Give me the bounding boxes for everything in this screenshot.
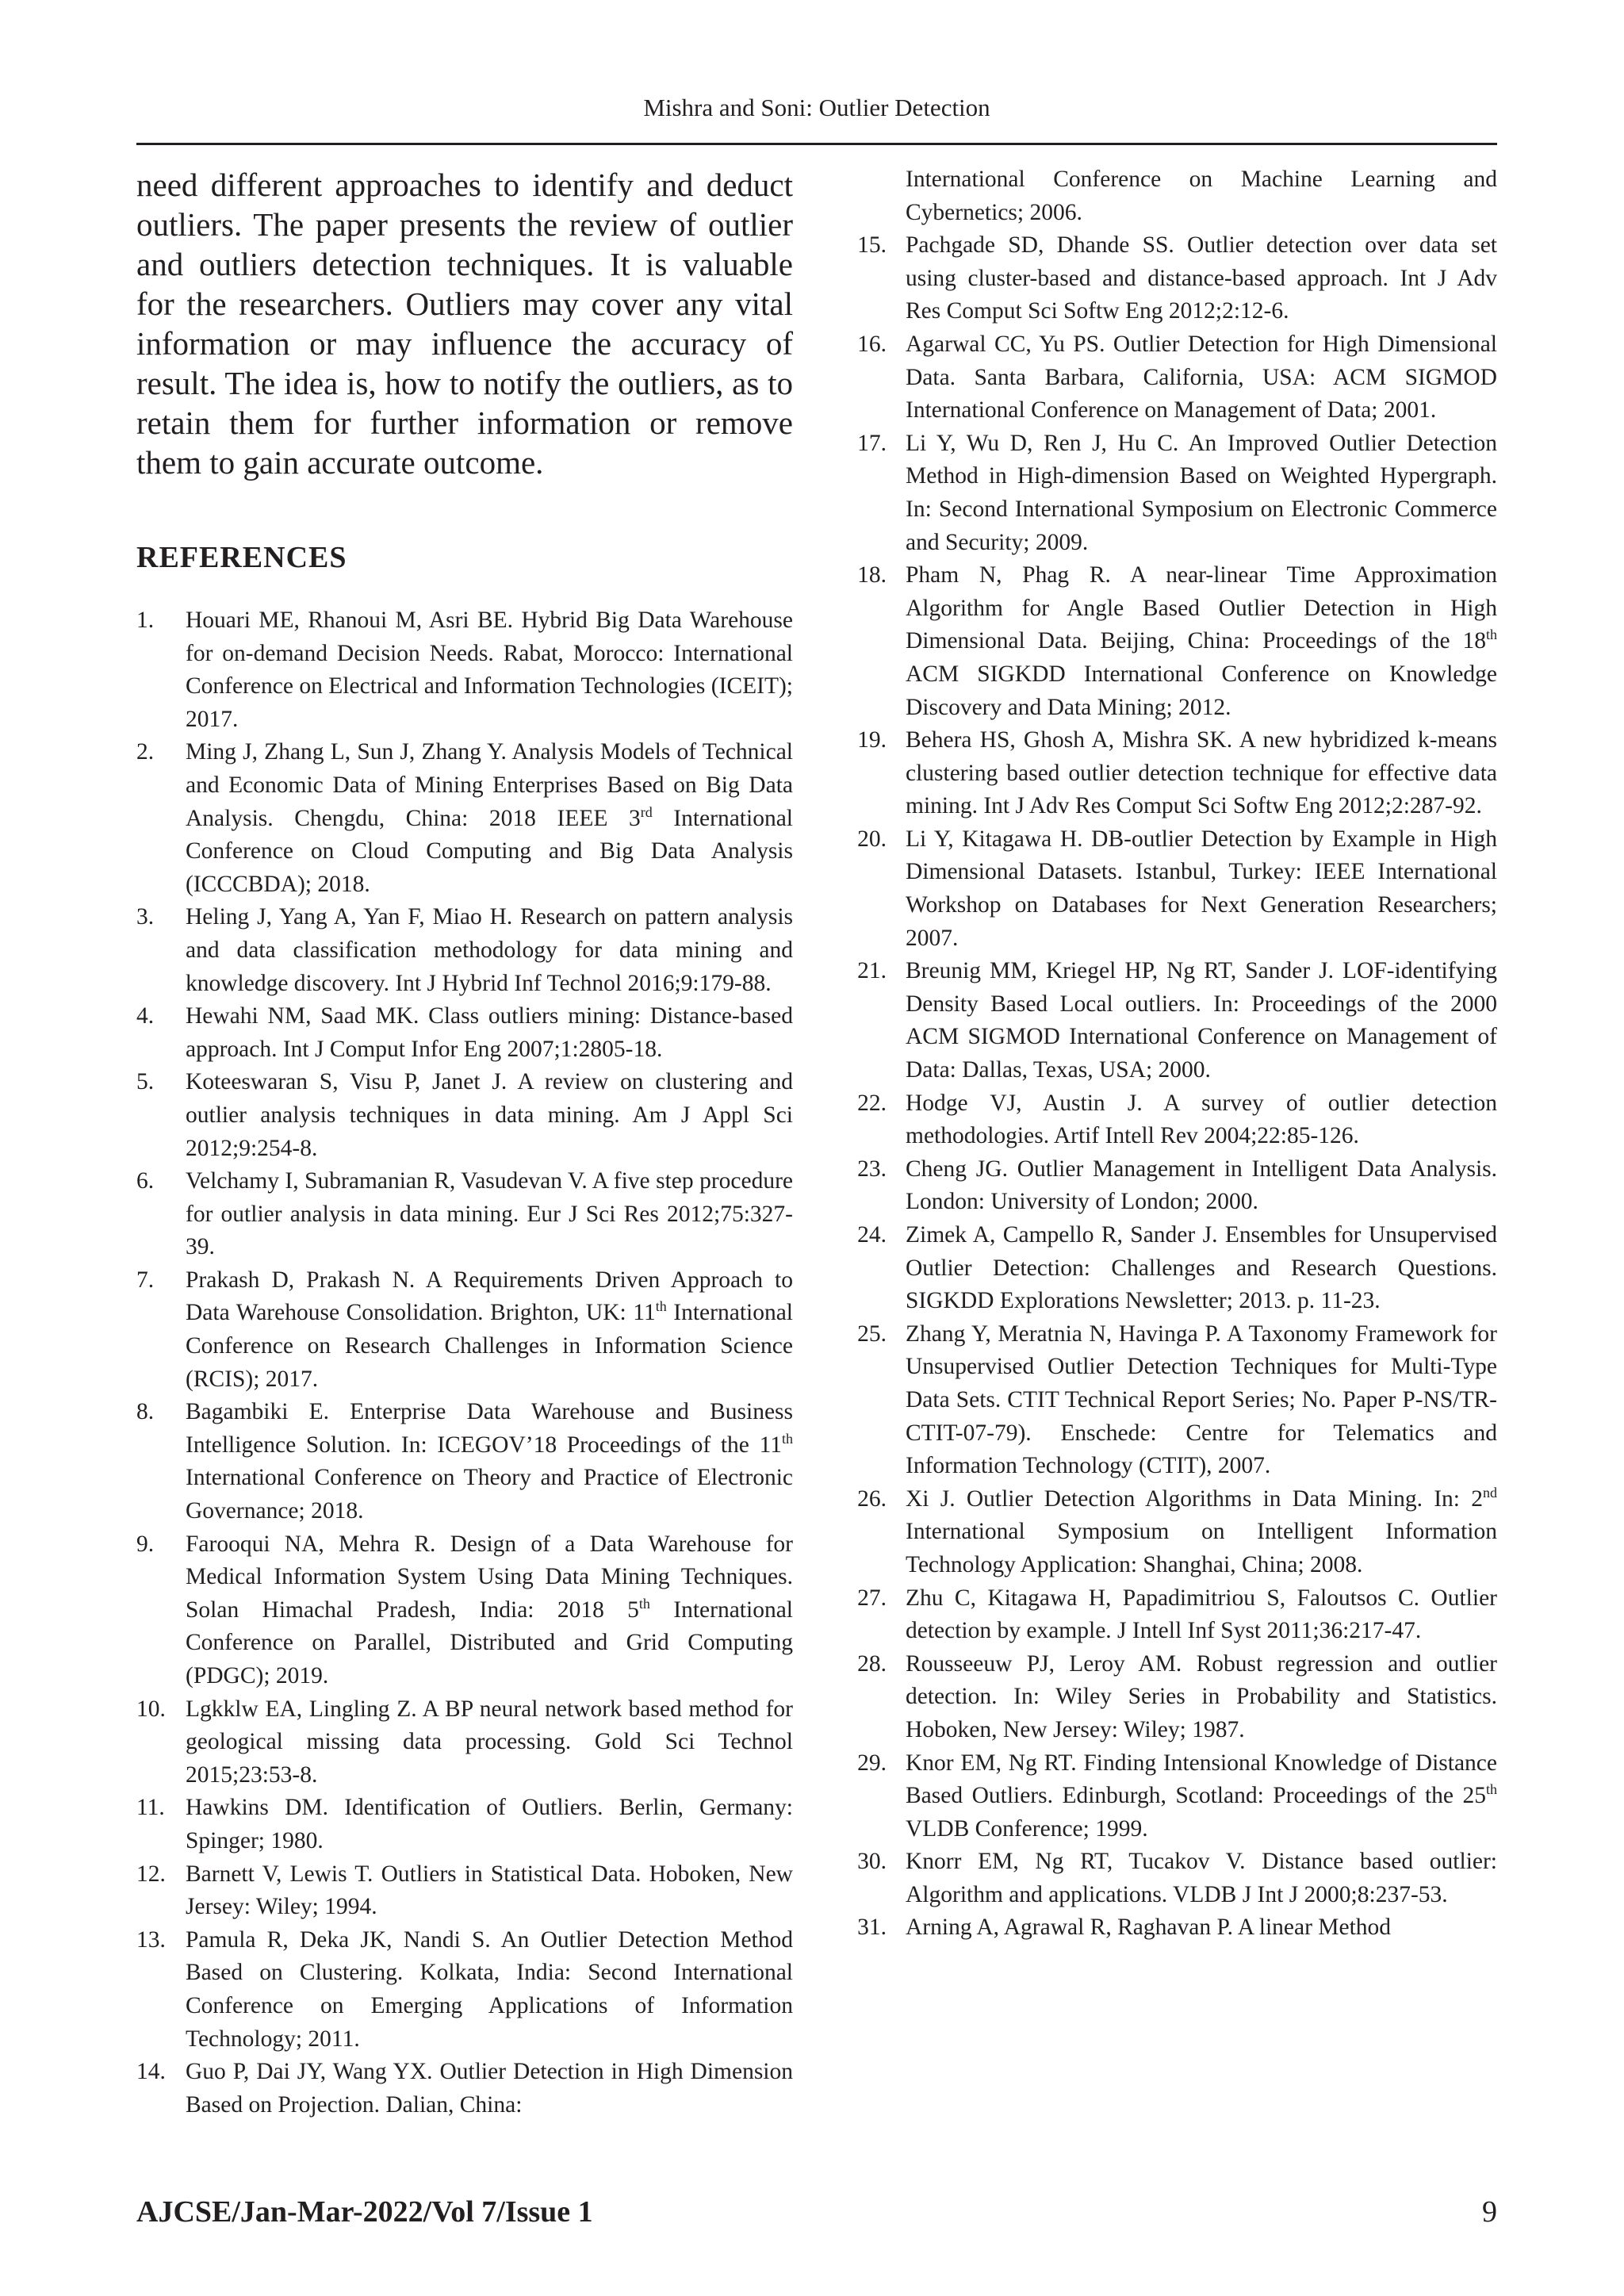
reference-number: 24. [857, 1222, 887, 1248]
reference-number: 6. [136, 1168, 155, 1194]
reference-number: 7. [136, 1267, 155, 1293]
reference-number: 25. [857, 1320, 887, 1347]
reference-item [136, 604, 793, 736]
reference-item [856, 1911, 1497, 1945]
reference-text: Velchamy I, Subramanian R, Vasudevan V. A five step procedure for outlier analysis in data mining. Eur J Sci Res 2012;75:327-39. [186, 1168, 793, 1260]
reference-text: Rousseeuw PJ, Leroy AM. Robust regression and outlier detection. In: Wiley Series in Probability and Statistics. Hoboken, New Jersey: Wiley; 1987. [906, 1650, 1497, 1742]
reference-number: 3. [136, 904, 155, 930]
reference-text [906, 1483, 1497, 1582]
reference-text: Zimek A, Campello R, Sander J. Ensembles for Unsupervised Outlier Detection: Challenges and Research Questions. SIGKDD Explorations Newsletter; 2013. p. 11-23. [906, 1222, 1497, 1314]
reference-item [136, 2056, 793, 2122]
reference-text: Pamula R, Deka JK, Nandi S. An Outlier Detection Method Based on Clustering. Kolkata, India: Second International Conference on Emerging Applications of Information Technology; 2011. [186, 1926, 793, 2052]
reference-text: Arning A, Agrawal R, Raghavan P. A linear Method [906, 1915, 1392, 1941]
reference-item [856, 1219, 1497, 1318]
reference-number: 30. [857, 1849, 887, 1875]
ordinal-superscript: rd [640, 803, 653, 820]
reference-number: 17. [857, 430, 887, 456]
reference-number: 15. [857, 232, 887, 259]
reference-number: 16. [857, 331, 887, 357]
reference-text: Li Y, Wu D, Ren J, Hu C. An Improved Outlier Detection Method in High-dimension Based on Weighted Hypergraph. In: Second International Symposium on Electronic Commerce and Security; 2009. [906, 430, 1497, 555]
reference-text: Agarwal CC, Yu PS. Outlier Detection for High Dimensional Data. Santa Barbara, California, USA: ACM SIGMOD International Conference on Management of Data; 2001. [906, 331, 1497, 424]
reference-text: Heling J, Yang A, Yan F, Miao H. Research on pattern analysis and data classification methodology for data mining and knowledge discovery. Int J Hybrid Inf Technol 2016;9:179-88. [186, 904, 793, 996]
reference-text: Houari ME, Rhanoui M, Asri BE. Hybrid Big Data Warehouse for on-demand Decision Needs. Rabat, Morocco: International Conference on Electrical and Information Technologies (ICEIT); 2017. [186, 608, 793, 732]
left-column [136, 165, 793, 2122]
reference-text-part: International Conference on Theory and Practice of Electronic Governance; 2018. [186, 1465, 793, 1524]
reference-text-part: Prakash D, Prakash N. A Requirements Driven Approach to Data Warehouse Consolidation. Brighton, UK: 11 [186, 1267, 793, 1326]
reference-item [856, 1846, 1497, 1911]
reference-number: 10. [136, 1696, 166, 1722]
reference-text: Zhu C, Kitagawa H, Papadimitriou S, Faloutsos C. Outlier detection by example. J Intell Inf Syst 2011;36:217-47. [906, 1585, 1497, 1644]
reference-item [856, 823, 1497, 955]
reference-text-part: Bagambiki E. Enterprise Data Warehouse and Business Intelligence Solution. In: ICEGOV’18 Proceedings of the 11 [186, 1399, 793, 1458]
reference-text: Zhang Y, Meratnia N, Havinga P. A Taxonomy Framework for Unsupervised Outlier Detection Techniques for Multi-Type Data Sets. CTIT Technical Report Series; No. Paper P-NS/TR-CTIT-07-79). Enschede: Centre for Telematics and Information Technology (CTIT), 2007. [906, 1320, 1497, 1479]
reference-text [906, 1747, 1497, 1846]
reference-number: 2. [136, 739, 155, 765]
reference-item [136, 736, 793, 901]
reference-text: Lgkklw EA, Lingling Z. A BP neural network based method for geological missing data processing. Gold Sci Technol 2015;23:53-8. [186, 1696, 793, 1788]
references-heading: REFERENCES [136, 541, 347, 574]
reference-item [856, 229, 1497, 328]
reference-item-continuation [856, 163, 1497, 229]
reference-text: Barnett V, Lewis T. Outliers in Statistical Data. Hoboken, New Jersey: Wiley; 1994. [186, 1861, 793, 1920]
reference-item [856, 1582, 1497, 1648]
reference-item [136, 1693, 793, 1792]
reference-text: Behera HS, Ghosh A, Mishra SK. A new hybridized k-means clustering based outlier detection technique for effective data mining. Int J Adv Res Comput Sci Softw Eng 2012;2:287-92. [906, 727, 1497, 819]
reference-number: 4. [136, 1003, 155, 1029]
reference-text: International Conference on Machine Learning and Cybernetics; 2006. [906, 167, 1497, 225]
reference-text: Li Y, Kitagawa H. DB-outlier Detection by Example in High Dimensional Datasets. Istanbul, Turkey: IEEE International Workshop on Databases for Next Generation Researchers; 2007. [906, 826, 1497, 951]
page-number: 9 [1482, 2195, 1497, 2229]
reference-item [856, 1318, 1497, 1483]
reference-number: 29. [857, 1750, 887, 1776]
reference-number: 22. [857, 1090, 887, 1116]
ordinal-superscript: th [1485, 1781, 1497, 1798]
reference-text-part: Xi J. Outlier Detection Algorithms in Data Mining. In: 2 [906, 1485, 1483, 1512]
reference-item [856, 1747, 1497, 1846]
reference-number: 19. [857, 727, 887, 753]
reference-text [186, 1528, 793, 1693]
reference-item [136, 901, 793, 1000]
reference-text: Koteeswaran S, Visu P, Janet J. A review on clustering and outlier analysis techniques in data mining. Am J Appl Sci 2012;9:254-8. [186, 1069, 793, 1161]
reference-text-part: ACM SIGKDD International Conference on Knowledge Discovery and Data Mining; 2012. [906, 661, 1497, 720]
reference-item [856, 955, 1497, 1087]
reference-number: 26. [857, 1485, 887, 1512]
reference-item [856, 1648, 1497, 1747]
reference-item [136, 1066, 793, 1165]
reference-number: 12. [136, 1861, 166, 1887]
reference-item [136, 1165, 793, 1264]
running-header: Mishra and Soni: Outlier Detection [643, 94, 990, 121]
reference-text: Cheng JG. Outlier Management in Intelligent Data Analysis. London: University of London; 2000. [906, 1156, 1497, 1215]
reference-text-part: International Symposium on Intelligent Information Technology Application: Shanghai, China; 2008. [906, 1519, 1497, 1577]
reference-number: 14. [136, 2059, 166, 2085]
reference-number: 11. [136, 1795, 165, 1821]
reference-number: 28. [857, 1650, 887, 1677]
right-column [856, 163, 1497, 1945]
reference-text: Hawkins DM. Identification of Outliers. Berlin, Germany: Spinger; 1980. [186, 1795, 793, 1853]
reference-text-part: International Conference on Research Challenges in Information Science (RCIS); 2017. [186, 1300, 793, 1392]
reference-text: Breunig MM, Kriegel HP, Ng RT, Sander J. LOF-identifying Density Based Local outliers. In: Proceedings of the 2000 ACM SIGMOD International Conference on Management of Data: Dallas, Texas, USA; 2000. [906, 958, 1497, 1083]
reference-number: 18. [857, 562, 887, 588]
reference-number: 1. [136, 608, 155, 633]
reference-list-left [136, 604, 793, 2122]
ordinal-superscript: th [781, 1431, 793, 1447]
reference-item [856, 427, 1497, 559]
reference-number: 23. [857, 1156, 887, 1182]
reference-list-right [856, 229, 1497, 1945]
reference-number: 13. [136, 1926, 166, 1953]
reference-number: 5. [136, 1069, 155, 1095]
reference-text-part: Knor EM, Ng RT. Finding Intensional Knowledge of Distance Based Outliers. Edinburgh, Scotland: Proceedings of the 25 [906, 1750, 1497, 1809]
ordinal-superscript: th [655, 1298, 667, 1315]
reference-item [856, 724, 1497, 823]
reference-item [136, 1858, 793, 1924]
reference-number: 8. [136, 1399, 155, 1425]
reference-item [136, 1396, 793, 1527]
ordinal-superscript: th [638, 1595, 650, 1612]
reference-item [136, 1528, 793, 1693]
reference-item [856, 1153, 1497, 1219]
reference-text: Hewahi NM, Saad MK. Class outliers mining: Distance-based approach. Int J Comput Infor Eng 2007;1:2805-18. [186, 1003, 793, 1062]
reference-number: 31. [857, 1915, 887, 1941]
reference-item [136, 1000, 793, 1066]
reference-text: Pachgade SD, Dhande SS. Outlier detection over data set using cluster-based and distance-based approach. Int J Adv Res Comput Sci Softw Eng 2012;2:12-6. [906, 232, 1497, 324]
reference-text: Knorr EM, Ng RT, Tucakov V. Distance based outlier: Algorithm and applications. VLDB J Int J 2000;8:237-53. [906, 1849, 1497, 1907]
reference-text-part: Ming J, Zhang L, Sun J, Zhang Y. Analysis Models of Technical and Economic Data of Mining Enterprises Based on Big Data Analysis. Chengdu, China: 2018 IEEE 3 [186, 739, 793, 831]
reference-item [136, 1792, 793, 1857]
reference-text-part: International Conference on Parallel, Distributed and Grid Computing (PDGC); 2019. [186, 1596, 793, 1688]
reference-text [186, 1264, 793, 1396]
reference-item [856, 328, 1497, 427]
reference-item [136, 1264, 793, 1396]
footer-journal-info: AJCSE/Jan-Mar-2022/Vol 7/Issue 1 [136, 2195, 593, 2229]
reference-number: 20. [857, 826, 887, 852]
reference-text [186, 1396, 793, 1527]
reference-text: Hodge VJ, Austin J. A survey of outlier detection methodologies. Artif Intell Rev 2004;22:85-126. [906, 1090, 1497, 1149]
reference-text-part: International Conference on Cloud Computing and Big Data Analysis (ICCCBDA); 2018. [186, 805, 793, 897]
reference-number: 27. [857, 1585, 887, 1611]
reference-text [186, 736, 793, 901]
ordinal-superscript: nd [1483, 1484, 1497, 1501]
ordinal-superscript: th [1485, 627, 1497, 643]
reference-text [906, 559, 1497, 724]
reference-item [856, 1087, 1497, 1153]
reference-item [136, 1924, 793, 2056]
reference-number: 21. [857, 958, 887, 984]
header-rule [136, 143, 1497, 145]
intro-paragraph: need different approaches to identify and deduct outliers. The paper presents the review of outlier and outliers detection techniques. It is valuable for the researchers. Outliers may cover any vital information or may influence the accuracy of result. The idea is, how to notify the outliers, as to retain them for further information or remove them to gain accurate outcome. [136, 167, 793, 481]
reference-text-part: Farooqui NA, Mehra R. Design of a Data Warehouse for Medical Information System Using Data Mining Techniques. Solan Himachal Pradesh, India: 2018 5 [186, 1531, 793, 1623]
reference-item [856, 1483, 1497, 1582]
reference-text: Guo P, Dai JY, Wang YX. Outlier Detection in High Dimension Based on Projection. Dalian, China: [186, 2059, 793, 2118]
reference-text-part: Pham N, Phag R. A near-linear Time Approximation Algorithm for Angle Based Outlier Detection in High Dimensional Data. Beijing, China: Proceedings of the 18 [906, 562, 1497, 654]
reference-text-part: VLDB Conference; 1999. [906, 1815, 1148, 1842]
reference-number: 9. [136, 1531, 155, 1557]
reference-item [856, 559, 1497, 724]
